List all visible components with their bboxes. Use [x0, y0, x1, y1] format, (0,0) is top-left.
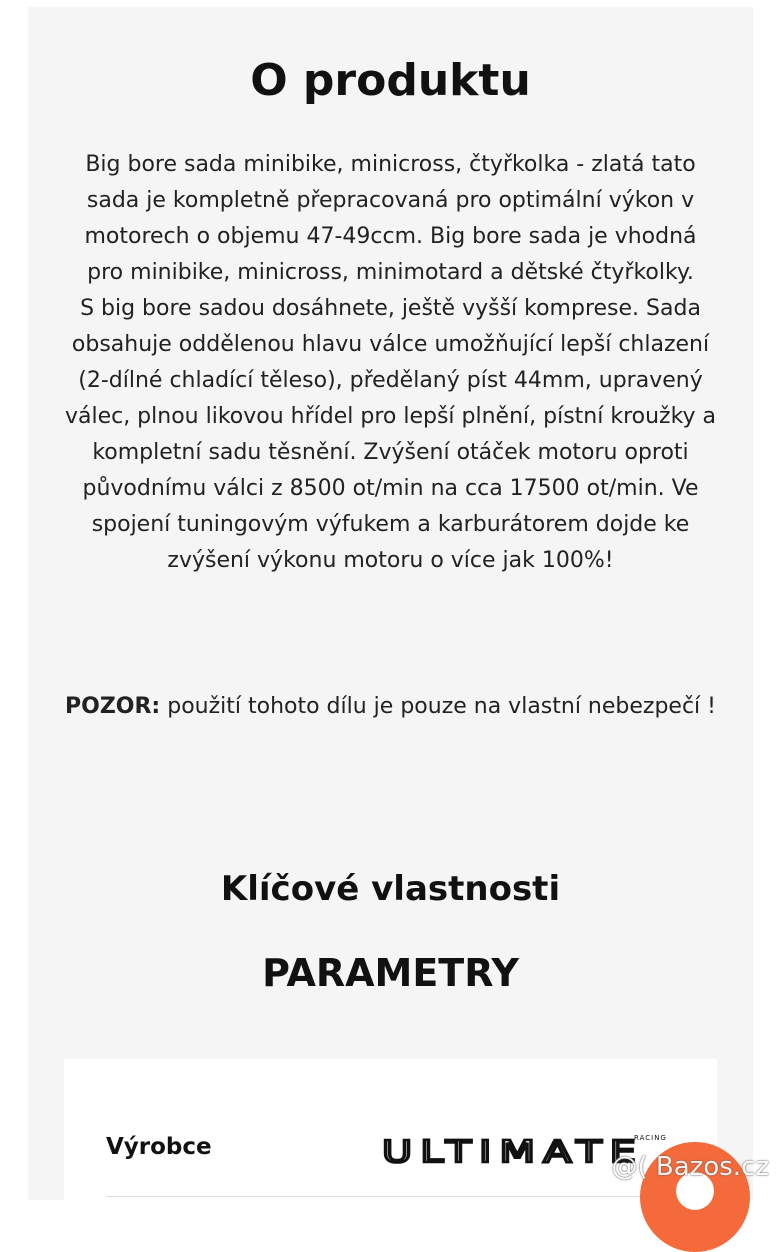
warning-note — [64, 689, 717, 725]
warning-label: POZOR: — [65, 694, 161, 719]
section-title-parameters: PARAMETRY — [262, 951, 519, 995]
parameters-table — [64, 1059, 717, 1209]
brand-logo-text: ULTIMATE — [382, 1135, 644, 1169]
section-title-key-features: Klíčové vlastnosti — [220, 869, 561, 909]
product-panel — [28, 7, 753, 1200]
param-label-manufacturer: Výrobce — [106, 1134, 212, 1160]
description-paragraph: Big bore sada minibike, minicross, čtyřkolka - zlatá tato sada je kompletně přepracovaná pro optimální výkon v motorech o objemu 47-49ccm. Big bore sada je vhodná pro minibike, minicross, minimotard a dětské čtyřkolky. — [84, 152, 697, 285]
watermark: @( Bazos.cz — [611, 1152, 769, 1182]
warning-text: použití tohoto dílu je pouze na vlastní nebezpečí ! — [160, 694, 716, 719]
description-paragraph: S big bore sadou dosáhnete, ještě vyšší komprese. Sada obsahuje oddělenou hlavu válce umožňující lepší chlazení (2-dílné chladící těleso), předělaný píst 44mm, upravený válec, plnou likovou hřídel pro lepší plnění, pístní kroužky a kompletní sadu těsnění. Zvýšení otáček motoru oproti původnímu válci z 8500 ot/min na cca 17500 ot/min. Ve spojení tuningovým výfukem a karburátorem dojde ke zvýšení výkonu motoru o více jak 100%! — [64, 296, 717, 573]
product-description — [64, 147, 717, 579]
row-divider — [106, 1196, 717, 1197]
brand-logo-subtext: RACING — [634, 1134, 667, 1142]
section-title-about: O produktu — [250, 55, 531, 106]
